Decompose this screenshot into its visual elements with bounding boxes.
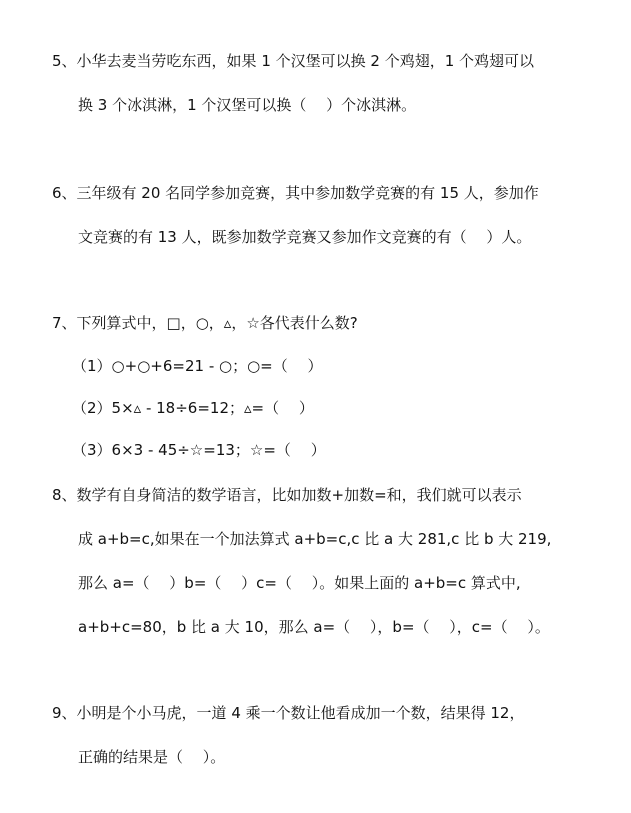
q6-line-2: 文竞赛的有 13 人，既参加数学竞赛又参加作文竞赛的有（ ）人。: [78, 228, 532, 246]
q8-line-1: 8、数学有自身简洁的数学语言，比如加数+加数=和，我们就可以表示: [52, 486, 522, 504]
q5-line-2: 换 3 个冰淇淋，1 个汉堡可以换（ ）个冰淇淋。: [78, 96, 417, 114]
q8-line-2: 成 a+b=c,如果在一个加法算式 a+b=c,c 比 a 大 281,c 比 b 大 219,: [78, 530, 552, 548]
q6-line-1: 6、三年级有 20 名同学参加竞赛，其中参加数学竞赛的有 15 人，参加作: [52, 184, 539, 202]
q7-item-1: （1）○+○+6=21 - ○；○=（ ）: [72, 357, 323, 375]
q8-line-4: a+b+c=80，b 比 a 大 10，那么 a=（ ），b=（ ），c=（ ）。: [78, 618, 550, 636]
q9-line-2: 正确的结果是（ ）。: [78, 748, 226, 766]
q8-line-3: 那么 a=（ ）b=（ ）c=（ ）。如果上面的 a+b=c 算式中,: [78, 574, 521, 592]
q5-line-1: 5、小华去麦当劳吃东西，如果 1 个汉堡可以换 2 个鸡翅，1 个鸡翅可以: [52, 52, 535, 70]
q9-line-1: 9、小明是个小马虎，一道 4 乘一个数让他看成加一个数，结果得 12，: [52, 704, 525, 722]
q7-item-2: （2）5×▵ - 18÷6=12；▵=（ ）: [72, 399, 314, 417]
q7-item-3: （3）6×3 - 45÷☆=13；☆=（ ）: [72, 441, 326, 459]
q7-line-1: 7、下列算式中，□，○，▵，☆各代表什么数?: [52, 314, 358, 332]
